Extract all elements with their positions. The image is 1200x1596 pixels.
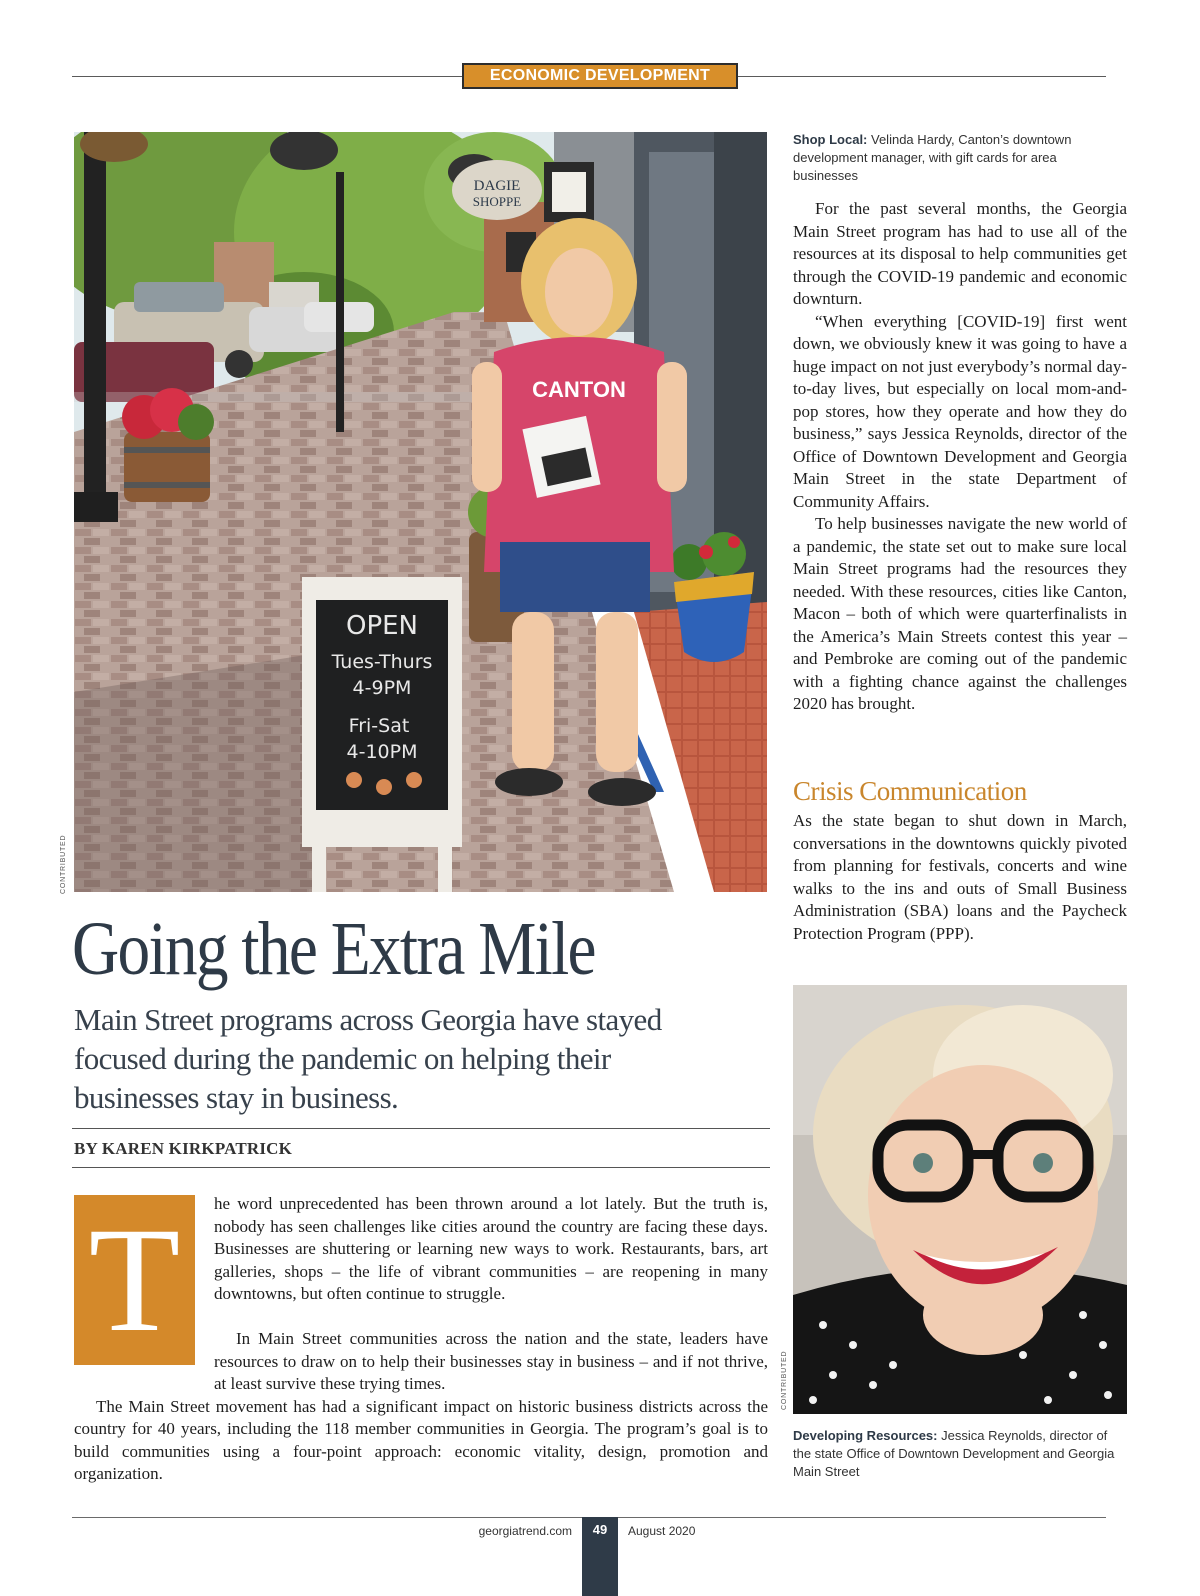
deck: Main Street programs across Georgia have stayed focused during the pandemic on helping their businesses stay in business. (74, 1002, 662, 1115)
shirt-text: CANTON (532, 377, 626, 402)
svg-text:4-10PM: 4-10PM (346, 741, 418, 763)
byline: BY KAREN KIRKPATRICK (74, 1139, 293, 1158)
svg-text:4-9PM: 4-9PM (352, 677, 412, 699)
svg-text:Tues-Thurs: Tues-Thurs (331, 651, 433, 673)
photo-credit-portrait: CONTRIBUTED (781, 1350, 788, 1410)
right-column-2 (793, 810, 1127, 945)
page-number: 49 (592, 1522, 608, 1537)
section-tag: ECONOMIC DEVELOPMENT (462, 63, 738, 89)
photo-credit-main: CONTRIBUTED (60, 834, 67, 894)
paragraph: he word unprecedented has been thrown around a lot lately. But the truth is, nobody has seen challenges like cities around the country are facing these days. Businesses are shuttering or learning new ways to work. Restaurants, bars, art galleries, shops – the life of vibrant communities – are reopening in many downtowns, but often continue to struggle. (214, 1194, 768, 1303)
portrait-photo (793, 985, 1127, 1414)
paragraph: For the past several months, the Georgia Main Street program has had to use all of the resources at its disposal to help communities get through the COVID-19 pandemic and economic downturn. (793, 199, 1127, 308)
main-photo (74, 132, 767, 892)
paragraph: In Main Street communities across the nation and the state, leaders have resources to draw on to help their businesses stay in business – and if not thrive, at least survive these trying times. (214, 1329, 768, 1393)
svg-text:Fri-Sat: Fri-Sat (348, 715, 410, 737)
left-column-top (214, 1193, 768, 1306)
chalk-open: OPEN (345, 611, 419, 641)
paragraph: To help businesses navigate the new world of a pandemic, the state set out to make sure local Main Street programs had the resources they needed. With these resources, cities like Canton, Macon – both of which were quarterfinalists in the America’s Main Streets contest this year – and Pembroke are coming out of the pandemic with a fighting chance against the challenges 2020 has brought. (793, 514, 1127, 713)
footer-date: August 2020 (628, 1524, 696, 1538)
headline: Going the Extra Mile (72, 907, 595, 991)
caption-shop-local: Shop Local: Velinda Hardy, Canton’s downtown development manager, with gift cards for area businesses (793, 132, 1072, 183)
footer-site[interactable]: georgiatrend.com (478, 1524, 572, 1538)
subhead: Crisis Communication (793, 776, 1027, 806)
caption-developing-resources: Developing Resources: Jessica Reynolds, director of the state Office of Downtown Development and Georgia Main Street (793, 1428, 1115, 1479)
paragraph: “When everything [COVID-19] first went down, we obviously knew it was going to have a huge impact on not just everybody’s normal day-to-day lives, but especially on local mom-and-pop stores, how they operate and how they do business,” says Jessica Reynolds, director of the Office of Downtown Development and Georgia Main Street in the state Department of Community Affairs. (793, 311, 1127, 511)
left-column-bottom (74, 1328, 768, 1486)
svg-text:SHOPPE: SHOPPE (472, 194, 522, 209)
byline-rule-top (72, 1128, 770, 1129)
drop-cap: T (74, 1195, 195, 1365)
shop-sign-text: DAGIE (473, 178, 521, 194)
paragraph: As the state began to shut down in March, conversations in the downtowns quickly pivoted from planning for festivals, concerts and wine walks to the ins and outs of Small Business Administration (SBA) loans and the Paycheck Protection Program (PPP). (793, 811, 1127, 943)
byline-rule-bottom (72, 1167, 770, 1168)
paragraph: The Main Street movement has had a significant impact on historic business districts across the country for 40 years, including the 118 member communities in Georgia. The program’s goal is to build communities using a four-point approach: economic vitality, design, promotion and organization. (74, 1396, 768, 1483)
right-column (793, 198, 1127, 716)
